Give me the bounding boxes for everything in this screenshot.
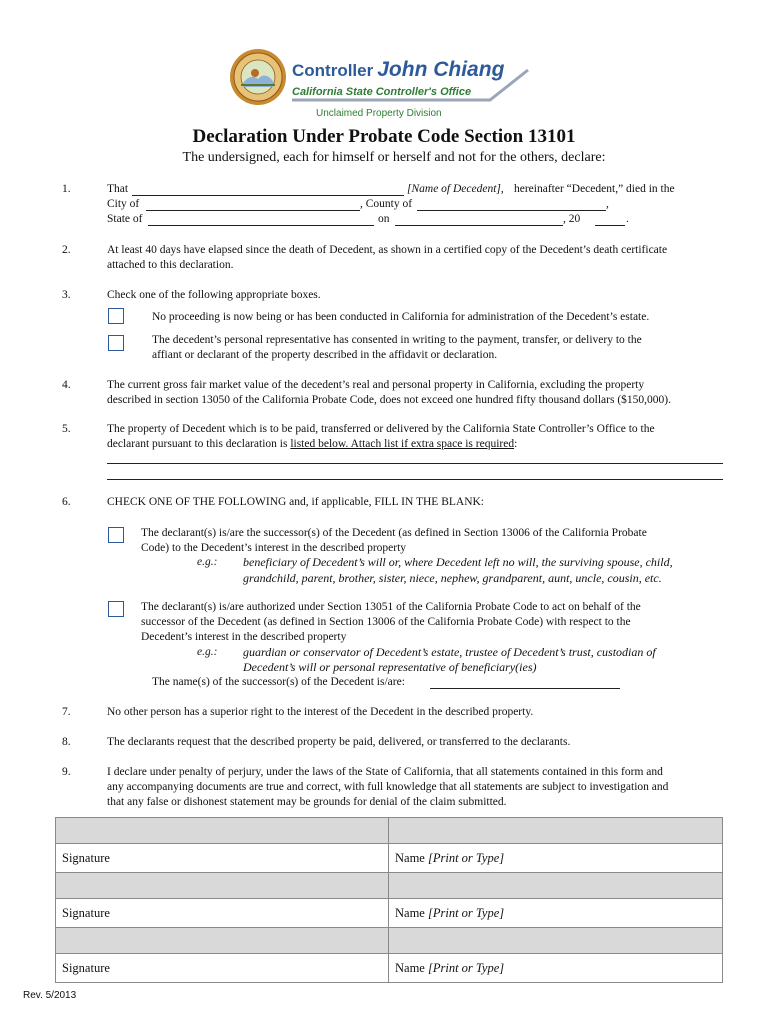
item-number: 8. (62, 736, 71, 748)
controller-word: Controller (292, 61, 374, 80)
state-label: State of (107, 213, 143, 225)
county-label: , County of (360, 198, 413, 210)
successor-line-2: Code) to the Decedent’s interest in the described property (141, 542, 407, 554)
successor-example-1: beneficiary of Decedent’s will or, where Decedent left no will, the surviving spouse, child, (243, 555, 673, 569)
name-label: Name (395, 850, 425, 865)
successor-names-label: The name(s) of the successor(s) of the Decedent is/are: (152, 676, 405, 688)
signature-field[interactable] (56, 844, 389, 873)
item-5-colon: : (514, 438, 518, 450)
no-proceeding-label: No proceeding is now being or has been conducted in California for administration of the Decedent’s estate. (152, 311, 650, 323)
signature-row (56, 899, 723, 928)
name-field[interactable] (389, 899, 723, 928)
document-title: Declaration Under Probate Code Section 13101 (192, 126, 576, 147)
name-label: Name (395, 905, 425, 920)
item-number: 5. (62, 423, 71, 435)
revision-date: Rev. 5/2013 (23, 990, 77, 1001)
spacer-cell (56, 928, 389, 954)
california-seal-icon (229, 47, 287, 107)
item-7-text: No other person has a superior right to the interest of the Decedent in the described property. (107, 706, 534, 718)
authorized-line-3: Decedent’s interest in the described property (141, 631, 347, 643)
item-9-line-1: I declare under penalty of perjury, under the laws of the State of California, that all statements contained in this form and (107, 766, 663, 778)
no-proceeding-checkbox[interactable] (108, 308, 124, 324)
spacer-cell (389, 873, 723, 899)
item-number: 7. (62, 706, 71, 718)
item-2-line-2: attached to this declaration. (107, 259, 234, 271)
decedent-name-blank[interactable] (132, 195, 404, 196)
item-5-line-2 (107, 437, 517, 452)
spacer-cell (56, 818, 389, 844)
item-2-line-1: At least 40 days have elapsed since the death of Decedent, as shown in a certified copy of the Decedent’s death certificate (107, 244, 668, 256)
signature-row (56, 844, 723, 873)
successor-names-blank[interactable] (430, 688, 620, 689)
representative-consent-checkbox[interactable] (108, 335, 124, 351)
authorized-agent-checkbox[interactable] (108, 601, 124, 617)
on-label: on (378, 213, 390, 225)
representative-consent-line-2: affiant or declarant of the property described in the affidavit or declaration. (152, 349, 498, 361)
item-4-line-2: described in section 13050 of the California Probate Code, does not exceed one hundred fifty thousand dollars ($150,000). (107, 394, 671, 406)
property-list-line-1[interactable] (107, 463, 723, 464)
year-prefix: , 20 (563, 213, 581, 225)
name-field[interactable] (389, 844, 723, 873)
controller-name: John Chiang (377, 58, 505, 81)
office-name: California State Controller's Office (292, 86, 472, 98)
name-hint: [Print or Type] (427, 905, 505, 920)
county-blank[interactable] (417, 210, 606, 211)
successor-line-1: The declarant(s) is/are the successor(s) of the Decedent (as defined in Section 13006 of the California Probate (141, 527, 647, 539)
city-label: City of (107, 198, 140, 210)
item-number: 6. (62, 496, 71, 508)
item-5-line-1: The property of Decedent which is to be paid, transferred or delivered by the California State Controller’s Office to the (107, 423, 655, 435)
item-9-line-3: that any false or dishonest statement may be grounds for denial of the claim submitted. (107, 796, 507, 808)
signature-spacer-row (56, 928, 723, 954)
item-number: 3. (62, 289, 71, 301)
city-blank[interactable] (146, 210, 360, 211)
authorized-line-2: successor of the Decedent (as defined in Section 13006 of the California Probate Code) with respect to the (141, 616, 631, 628)
eg-label: e.g.: (197, 556, 218, 568)
name-label: Name (395, 960, 425, 975)
item-number: 2. (62, 244, 71, 256)
item-8-text: The declarants request that the described property be paid, delivered, or transferred to the declarants. (107, 736, 571, 748)
decedent-name-hint: [Name of Decedent], (407, 183, 504, 195)
spacer-cell (389, 928, 723, 954)
successor-checkbox[interactable] (108, 527, 124, 543)
name-hint: [Print or Type] (427, 850, 505, 865)
signature-spacer-row (56, 818, 723, 844)
document-subtitle: The undersigned, each for himself or herself and not for the others, declare: (182, 150, 606, 165)
name-hint: [Print or Type] (427, 960, 505, 975)
item-number: 4. (62, 379, 71, 391)
hereinafter-text: hereinafter “Decedent,” died in the (514, 183, 675, 195)
item-number: 9. (62, 766, 71, 778)
state-blank[interactable] (148, 225, 374, 226)
year-period: . (626, 213, 629, 225)
signature-field[interactable] (56, 954, 389, 983)
date-blank[interactable] (395, 225, 563, 226)
division-name: Unclaimed Property Division (316, 108, 442, 119)
authorized-example-1: guardian or conservator of Decedent’s estate, trustee of Decedent’s trust, custodian of (243, 645, 656, 659)
item-9-line-2: any accompanying documents are true and correct, with full knowledge that all statements are subject to investigation and (107, 781, 669, 793)
authorized-example-2: Decedent’s will or personal representative of beneficiary(ies) (243, 660, 537, 674)
item-number: 1. (62, 183, 71, 195)
signature-field[interactable] (56, 899, 389, 928)
item-4-line-1: The current gross fair market value of the decedent’s real and personal property in California, excluding the property (107, 379, 645, 391)
signature-label: Signature (62, 850, 110, 865)
property-list-line-2[interactable] (107, 479, 723, 480)
spacer-cell (56, 873, 389, 899)
successor-example-2: grandchild, parent, brother, sister, niece, nephew, grandparent, aunt, uncle, cousin, etc. (243, 571, 662, 585)
that-label: That (107, 183, 129, 195)
item-6-intro: CHECK ONE OF THE FOLLOWING and, if applicable, FILL IN THE BLANK: (107, 496, 484, 508)
signature-row (56, 954, 723, 983)
spacer-cell (389, 818, 723, 844)
signature-label: Signature (62, 960, 110, 975)
signature-spacer-row (56, 873, 723, 899)
item-5-attach-note: listed below. Attach list if extra space is required (290, 438, 515, 450)
authorized-line-1: The declarant(s) is/are authorized under Section 13051 of the California Probate Code to act on behalf of the (141, 601, 641, 613)
county-comma: , (606, 198, 609, 210)
year-blank[interactable] (595, 225, 625, 226)
signature-table (55, 817, 723, 983)
item-5-line-2-text: declarant pursuant to this declaration is (107, 438, 291, 450)
representative-consent-line-1: The decedent’s personal representative has consented in writing to the payment, transfer, or delivery to the (152, 334, 642, 346)
name-field[interactable] (389, 954, 723, 983)
eg-label: e.g.: (197, 646, 218, 658)
item-3-intro: Check one of the following appropriate boxes. (107, 289, 321, 301)
signature-label: Signature (62, 905, 110, 920)
